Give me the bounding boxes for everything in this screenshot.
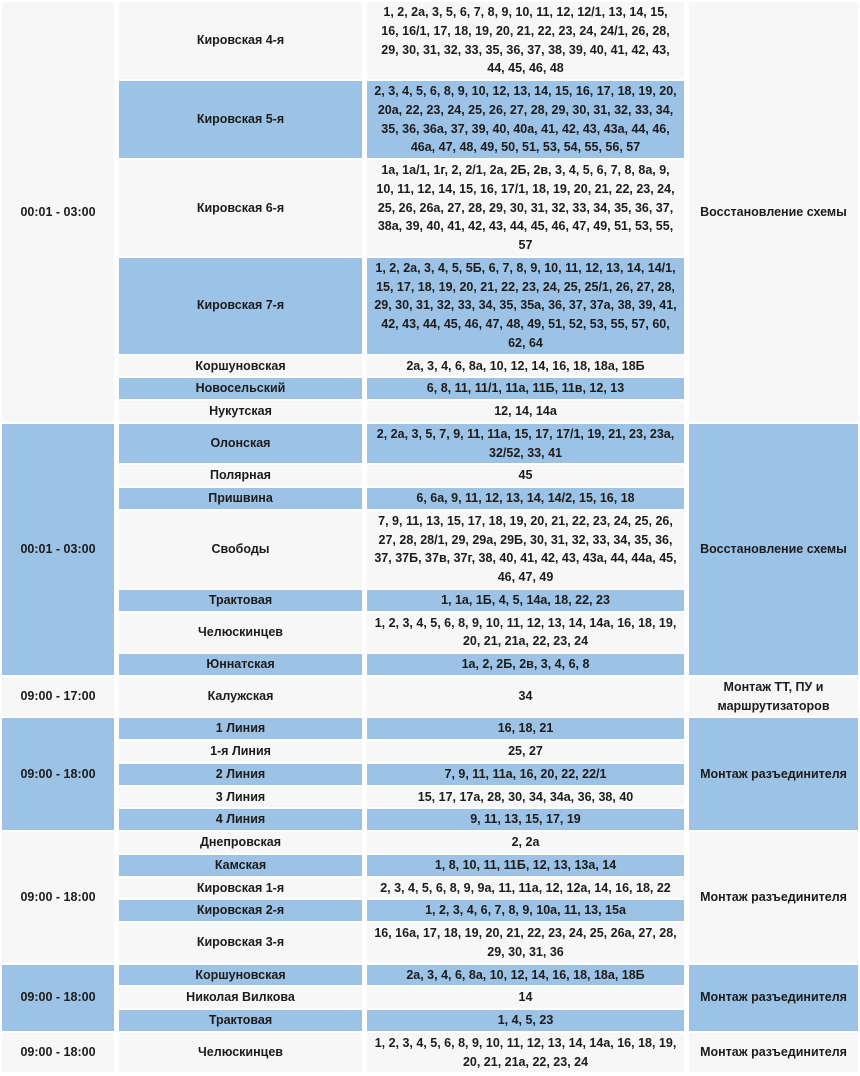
street-cell: 2 Линия bbox=[114, 764, 362, 787]
house-numbers-cell: 15, 17, 17а, 28, 30, 34, 34а, 36, 38, 40 bbox=[362, 787, 684, 810]
street-cell: Нукутская bbox=[114, 401, 362, 424]
street-cell: Камская bbox=[114, 855, 362, 878]
house-numbers-cell: 2, 2а bbox=[362, 832, 684, 855]
work-type-cell: Монтаж разъединителя bbox=[684, 832, 858, 965]
house-numbers-cell: 25, 27 bbox=[362, 741, 684, 764]
street-cell: Кировская 7-я bbox=[114, 258, 362, 356]
street-cell: Кировская 1-я bbox=[114, 878, 362, 901]
time-cell: 00:01 - 03:00 bbox=[2, 424, 114, 677]
table-row bbox=[2, 965, 858, 988]
time-cell: 09:00 - 18:00 bbox=[2, 965, 114, 1033]
house-numbers-cell: 1, 4, 5, 23 bbox=[362, 1010, 684, 1033]
street-cell: Челюскинцев bbox=[114, 1033, 362, 1075]
outage-schedule-table bbox=[2, 2, 858, 1074]
table-row bbox=[2, 718, 858, 741]
street-cell: Днепровская bbox=[114, 832, 362, 855]
house-numbers-cell: 2, 2а, 3, 5, 7, 9, 11, 11а, 15, 17, 17/1, 19, 21, 23, 23а, 32/52, 33, 41 bbox=[362, 424, 684, 466]
street-cell: Коршуновская bbox=[114, 965, 362, 988]
work-type-cell: Монтаж разъединителя bbox=[684, 1033, 858, 1075]
street-cell: Челюскинцев bbox=[114, 613, 362, 655]
house-numbers-cell: 1, 2, 2а, 3, 4, 5, 5Б, 6, 7, 8, 9, 10, 11, 12, 13, 14, 14/1, 15, 17, 18, 19, 20, 21, 22, 23, 24, 25, 25/1, 26, 27, 28, 29, 30, 31, 32, 33, 34, 35, 35а, 36, 37, 37а, 38, 39, 41, 42, 43, 44, 45, 46, 47, 48, 49, 51, 52, 53, 55, 57, 60, 62, 64 bbox=[362, 258, 684, 356]
street-cell: Олонская bbox=[114, 424, 362, 466]
street-cell: Трактовая bbox=[114, 590, 362, 613]
house-numbers-cell: 9, 11, 13, 15, 17, 19 bbox=[362, 809, 684, 832]
time-cell: 00:01 - 03:00 bbox=[2, 2, 114, 424]
street-cell: 1-я Линия bbox=[114, 741, 362, 764]
house-numbers-cell: 34 bbox=[362, 677, 684, 719]
street-cell: Коршуновская bbox=[114, 356, 362, 379]
table-row bbox=[2, 832, 858, 855]
street-cell: Кировская 3-я bbox=[114, 923, 362, 965]
house-numbers-cell: 1, 2, 3, 4, 5, 6, 8, 9, 10, 11, 12, 13, 14, 14а, 16, 18, 19, 20, 21, 21а, 22, 23, 24 bbox=[362, 1033, 684, 1075]
street-cell: 3 Линия bbox=[114, 787, 362, 810]
house-numbers-cell: 1, 2, 3, 4, 5, 6, 8, 9, 10, 11, 12, 13, 14, 14а, 16, 18, 19, 20, 21, 21а, 22, 23, 24 bbox=[362, 613, 684, 655]
house-numbers-cell: 12, 14, 14а bbox=[362, 401, 684, 424]
time-cell: 09:00 - 18:00 bbox=[2, 1033, 114, 1075]
table-row bbox=[2, 424, 858, 466]
street-cell: Полярная bbox=[114, 465, 362, 488]
house-numbers-cell: 1, 8, 10, 11, 11Б, 12, 13, 13а, 14 bbox=[362, 855, 684, 878]
time-cell: 09:00 - 17:00 bbox=[2, 677, 114, 719]
street-cell: Трактовая bbox=[114, 1010, 362, 1033]
house-numbers-cell: 2, 3, 4, 5, 6, 8, 9, 9а, 11, 11а, 12, 12а, 14, 16, 18, 22 bbox=[362, 878, 684, 901]
work-type-cell: Монтаж ТТ, ПУ и маршрутизаторов bbox=[684, 677, 858, 719]
table-row bbox=[2, 1033, 858, 1075]
house-numbers-cell: 1а, 1а/1, 1г, 2, 2/1, 2а, 2Б, 2в, 3, 4, 5, 6, 7, 8, 8а, 9, 10, 11, 12, 14, 15, 16, 17/1, 18, 19, 20, 21, 22, 23, 24, 25, 26, 26а, 27, 28, 29, 30, 31, 32, 33, 34, 35, 36, 37, 38а, 39, 40, 41, 42, 43, 44, 45, 46, 47, 49, 51, 53, 55, 57 bbox=[362, 160, 684, 258]
house-numbers-cell: 6, 8, 11, 11/1, 11а, 11Б, 11в, 12, 13 bbox=[362, 378, 684, 401]
work-type-cell: Восстановление схемы bbox=[684, 424, 858, 677]
table-row bbox=[2, 677, 858, 719]
street-cell: Пришвина bbox=[114, 488, 362, 511]
street-cell: Калужская bbox=[114, 677, 362, 719]
street-cell: Юннатская bbox=[114, 654, 362, 677]
time-cell: 09:00 - 18:00 bbox=[2, 832, 114, 965]
work-type-cell: Монтаж разъединителя bbox=[684, 718, 858, 832]
street-cell: 4 Линия bbox=[114, 809, 362, 832]
house-numbers-cell: 1, 2, 2а, 3, 5, 6, 7, 8, 9, 10, 11, 12, 12/1, 13, 14, 15, 16, 16/1, 17, 18, 19, 20, 21, 22, 23, 24, 24/1, 26, 28, 29, 30, 31, 32, 33, 35, 36, 37, 38, 39, 40, 41, 42, 43, 44, 45, 46, 48 bbox=[362, 2, 684, 81]
house-numbers-cell: 7, 9, 11, 11а, 16, 20, 22, 22/1 bbox=[362, 764, 684, 787]
house-numbers-cell: 1, 1а, 1Б, 4, 5, 14а, 18, 22, 23 bbox=[362, 590, 684, 613]
house-numbers-cell: 2а, 3, 4, 6, 8а, 10, 12, 14, 16, 18, 18а, 18Б bbox=[362, 356, 684, 379]
house-numbers-cell: 2, 3, 4, 5, 6, 8, 9, 10, 12, 13, 14, 15, 16, 17, 18, 19, 20, 20а, 22, 23, 24, 25, 26, 27, 28, 29, 30, 31, 32, 33, 34, 35, 36, 36а, 37, 39, 40, 40а, 41, 42, 43, 43а, 44, 46, 46а, 47, 48, 49, 50, 51, 53, 54, 55, 56, 57 bbox=[362, 81, 684, 160]
house-numbers-cell: 1, 2, 3, 4, 6, 7, 8, 9, 10а, 11, 13, 15а bbox=[362, 900, 684, 923]
street-cell: Николая Вилкова bbox=[114, 987, 362, 1010]
work-type-cell: Монтаж разъединителя bbox=[684, 965, 858, 1033]
house-numbers-cell: 16, 16а, 17, 18, 19, 20, 21, 22, 23, 24, 25, 26а, 27, 28, 29, 30, 31, 36 bbox=[362, 923, 684, 965]
house-numbers-cell: 7, 9, 11, 13, 15, 17, 18, 19, 20, 21, 22, 23, 24, 25, 26, 27, 28, 28/1, 29, 29а, 29Б, 30, 31, 32, 33, 34, 35, 36, 37, 37Б, 37в, 37г, 38, 40, 41, 42, 43, 43а, 44, 44а, 45, 46, 47, 49 bbox=[362, 511, 684, 590]
time-cell: 09:00 - 18:00 bbox=[2, 718, 114, 832]
street-cell: Новосельский bbox=[114, 378, 362, 401]
street-cell: 1 Линия bbox=[114, 718, 362, 741]
street-cell: Кировская 6-я bbox=[114, 160, 362, 258]
street-cell: Кировская 4-я bbox=[114, 2, 362, 81]
street-cell: Свободы bbox=[114, 511, 362, 590]
table-row bbox=[2, 2, 858, 81]
house-numbers-cell: 6, 6а, 9, 11, 12, 13, 14, 14/2, 15, 16, 18 bbox=[362, 488, 684, 511]
house-numbers-cell: 16, 18, 21 bbox=[362, 718, 684, 741]
house-numbers-cell: 14 bbox=[362, 987, 684, 1010]
house-numbers-cell: 1а, 2, 2Б, 2в, 3, 4, 6, 8 bbox=[362, 654, 684, 677]
street-cell: Кировская 2-я bbox=[114, 900, 362, 923]
house-numbers-cell: 45 bbox=[362, 465, 684, 488]
work-type-cell: Восстановление схемы bbox=[684, 2, 858, 424]
street-cell: Кировская 5-я bbox=[114, 81, 362, 160]
house-numbers-cell: 2а, 3, 4, 6, 8а, 10, 12, 14, 16, 18, 18а, 18Б bbox=[362, 965, 684, 988]
